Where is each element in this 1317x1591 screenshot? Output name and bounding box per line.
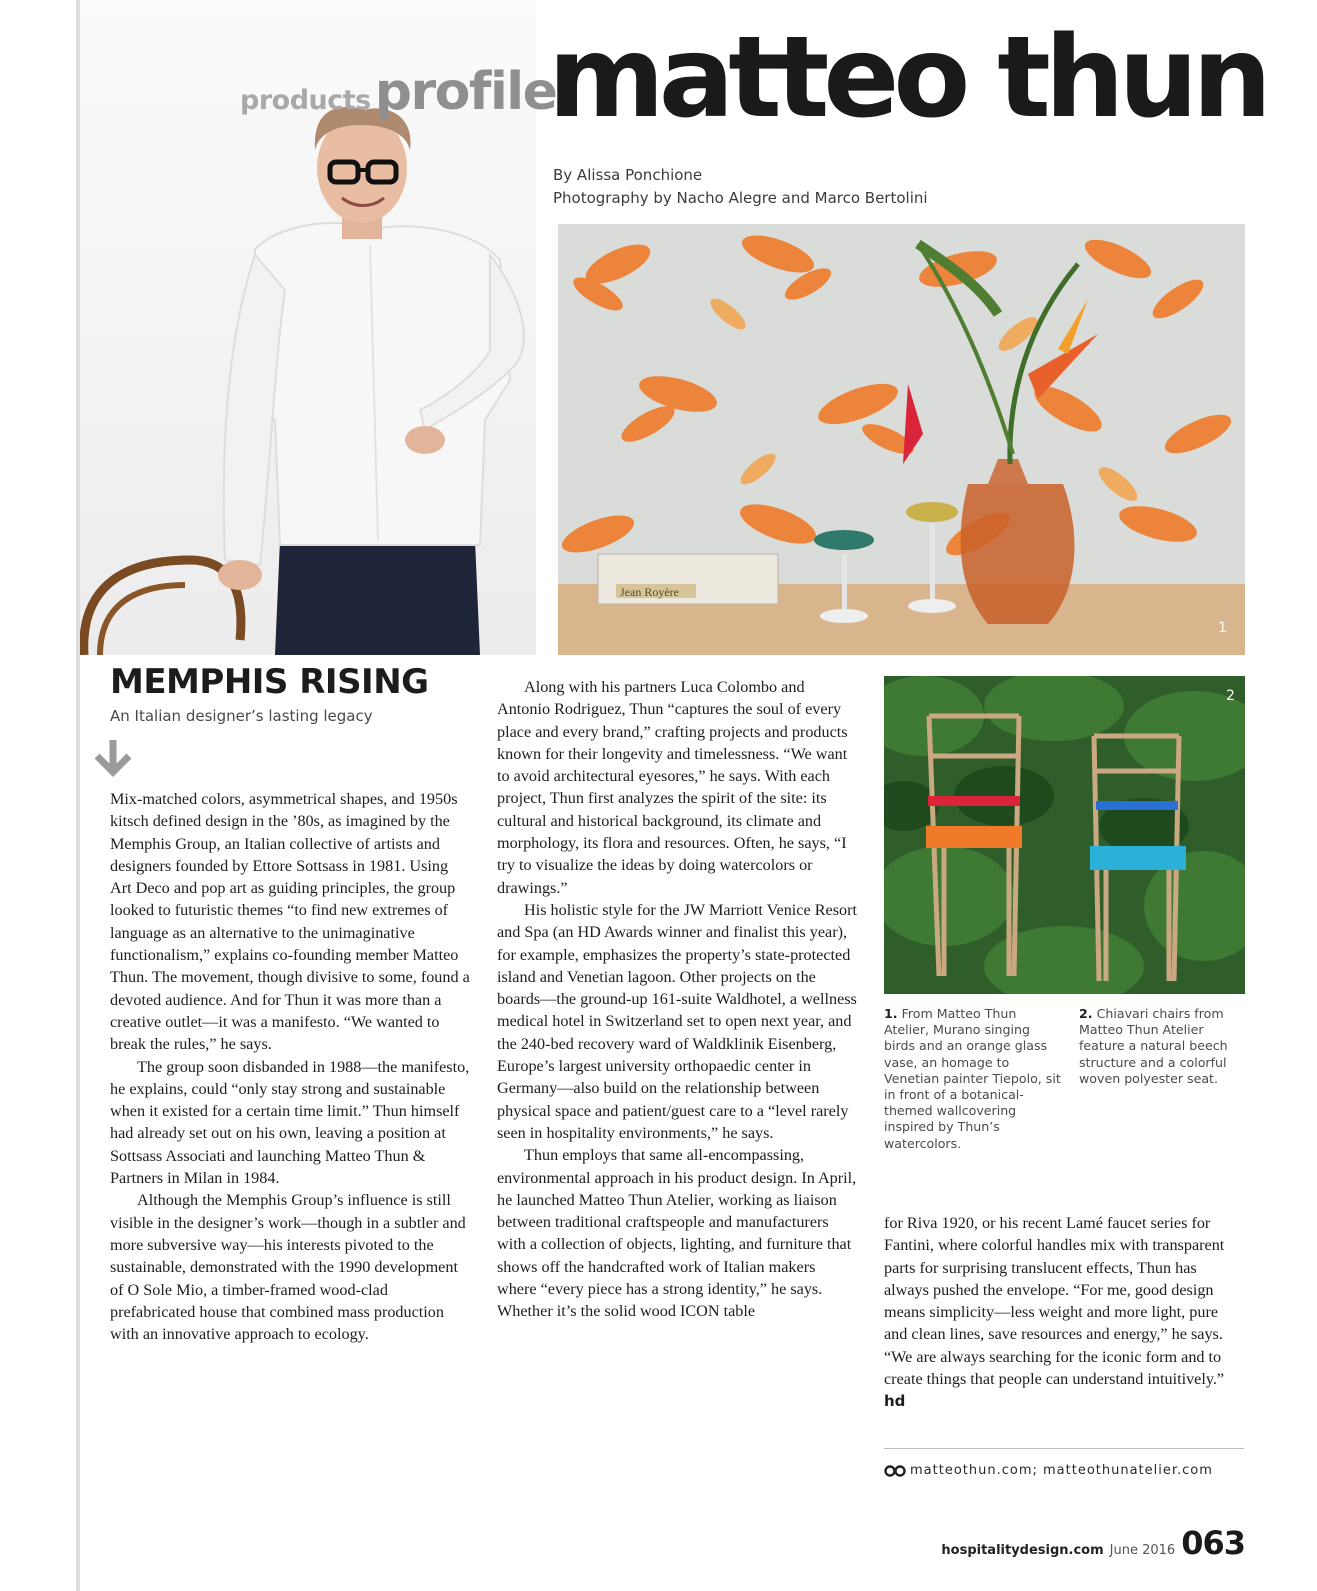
- page-number: 063: [1181, 1524, 1245, 1562]
- article-column-3: [884, 1212, 1244, 1413]
- footer-date: June 2016: [1109, 1543, 1176, 1558]
- divider: [884, 1448, 1244, 1449]
- credits: [553, 164, 928, 210]
- photo-credit: Photography by Nacho Alegre and Marco Bertolini: [553, 189, 928, 207]
- photo2-number: 2: [1226, 688, 1235, 704]
- section-kicker: [240, 62, 556, 122]
- caption-number: 2.: [1079, 1006, 1093, 1021]
- caption-number: 1.: [884, 1006, 898, 1021]
- kicker-products: products: [240, 85, 371, 116]
- arrow-down-icon: [93, 738, 137, 782]
- link-icon: [884, 1465, 906, 1477]
- photo-chiavari-chairs: [884, 676, 1245, 994]
- photo-vase-wallcovering: [558, 224, 1245, 655]
- paragraph: Mix-matched colors, asymmetrical shapes, and 1950s kitsch defined design in the ’80s, as imagined by the Memphis Group, an Italian collective of artists and designers founded by Ettore Sottsass in 1981. Using Art Deco and pop art as guiding principles, the group looked to futuristic themes “to find new extremes of language as an alternative to the unimaginative functionalism,” explains co-founding member Matteo Thun. The movement, though divisive to some, found a devoted audience. And for Thun it was more than a creative outlet—it was a manifesto. “We wanted to break the rules,” he says.: [110, 790, 470, 1054]
- byline: By Alissa Ponchione: [553, 166, 703, 184]
- article-title: matteo thun: [548, 13, 1266, 143]
- caption-text: Chiavari chairs from Matteo Thun Atelier feature a natural beech structure and a colorful woven polyester seat.: [1079, 1006, 1228, 1086]
- caption-2: [1079, 1006, 1249, 1087]
- article-column-2: [497, 676, 857, 1323]
- caption-text: From Matteo Thun Atelier, Murano singing birds and an orange glass vase, an homage to Venetian painter Tiepolo, sit in front of a botanical-themed wallcovering inspired by Thun’s watercolors.: [884, 1006, 1061, 1151]
- section-subheading: An Italian designer’s lasting legacy: [110, 707, 373, 725]
- article-column-1: [110, 788, 472, 1345]
- paragraph: The group soon disbanded in 1988—the manifesto, he explains, could “only stay strong and sustainable when it existed for a certain time limit.” Thun himself had already set out on his own, leaving a position at Sottsass Associati and launching Matteo Thun & Partners in Milan in 1984.: [110, 1057, 470, 1188]
- paragraph: Although the Memphis Group’s influence is still visible in the designer’s work—though in a subtler and more subversive way—his interests pivoted to the sustainable, demonstrated with the 1990 development of O Sole Mio, a timber-framed wood-clad prefabricated house that combined mass production with an innovative approach to ecology.: [110, 1191, 466, 1344]
- web-links[interactable]: [884, 1463, 1213, 1478]
- page-footer: [941, 1524, 1245, 1562]
- paragraph: His holistic style for the JW Marriott Venice Resort and Spa (an HD Awards winner and finalist this year), for example, emphasizes the property’s state-protected island and Venetian lagoon. Other projects on the boards—the ground-up 161-suite Waldhotel, a wellness medical hotel in Switzerland set to open next year, and the 240-bed recovery ward of Waldklinik Eisenberg, Europe’s largest university orthopaedic center in Germany—also build on the relationship between physical space and patient/guest care to a “level rarely seen in hospitality environments,” he says.: [497, 900, 857, 1142]
- paragraph: Thun employs that same all-encompassing, environmental approach in his product design. In April, he launched Matteo Thun Atelier, working as liaison between traditional craftspeople and manufacturers with a collection of objects, lighting, and furniture that shows off the handcrafted work of Italian makers where “every piece has a strong identity,” he says. Whether it’s the solid wood ICON table: [497, 1146, 857, 1321]
- paragraph: Along with his partners Luca Colombo and Antonio Rodriguez, Thun “captures the soul of every place and every brand,” crafting projects and products known for their longevity and timelessness. “We want to avoid architectural eyesores,” he says. With each project, Thun first analyzes the spirit of the site: its cultural and historical background, its climate and morphology, its flora and resources. Often, he says, “I try to visualize the ideas by doing watercolors or drawings.”: [497, 678, 848, 897]
- paragraph-text: for Riva 1920, or his recent Lamé faucet series for Fantini, where colorful handles mix with transparent parts for surprising translucent effects, Thun has always pushed the envelope. “For me, good design means simplicity—less weight and more light, pure and clean lines, save resources and energy,” he says. “We are always searching for the iconic form and to create things that people can understand intuitively.”: [884, 1214, 1225, 1389]
- paragraph: [884, 1212, 1244, 1413]
- web-links-text[interactable]: matteothun.com; matteothunatelier.com: [910, 1463, 1213, 1478]
- photo1-number: 1: [1218, 620, 1227, 636]
- kicker-profile: profile: [374, 62, 557, 122]
- section-heading: MEMPHIS RISING: [110, 662, 429, 702]
- footer-site: hospitalitydesign.com: [941, 1543, 1104, 1558]
- caption-1: [884, 1006, 1064, 1152]
- book-label: Jean Royère: [620, 585, 679, 599]
- end-mark: hd: [884, 1392, 906, 1411]
